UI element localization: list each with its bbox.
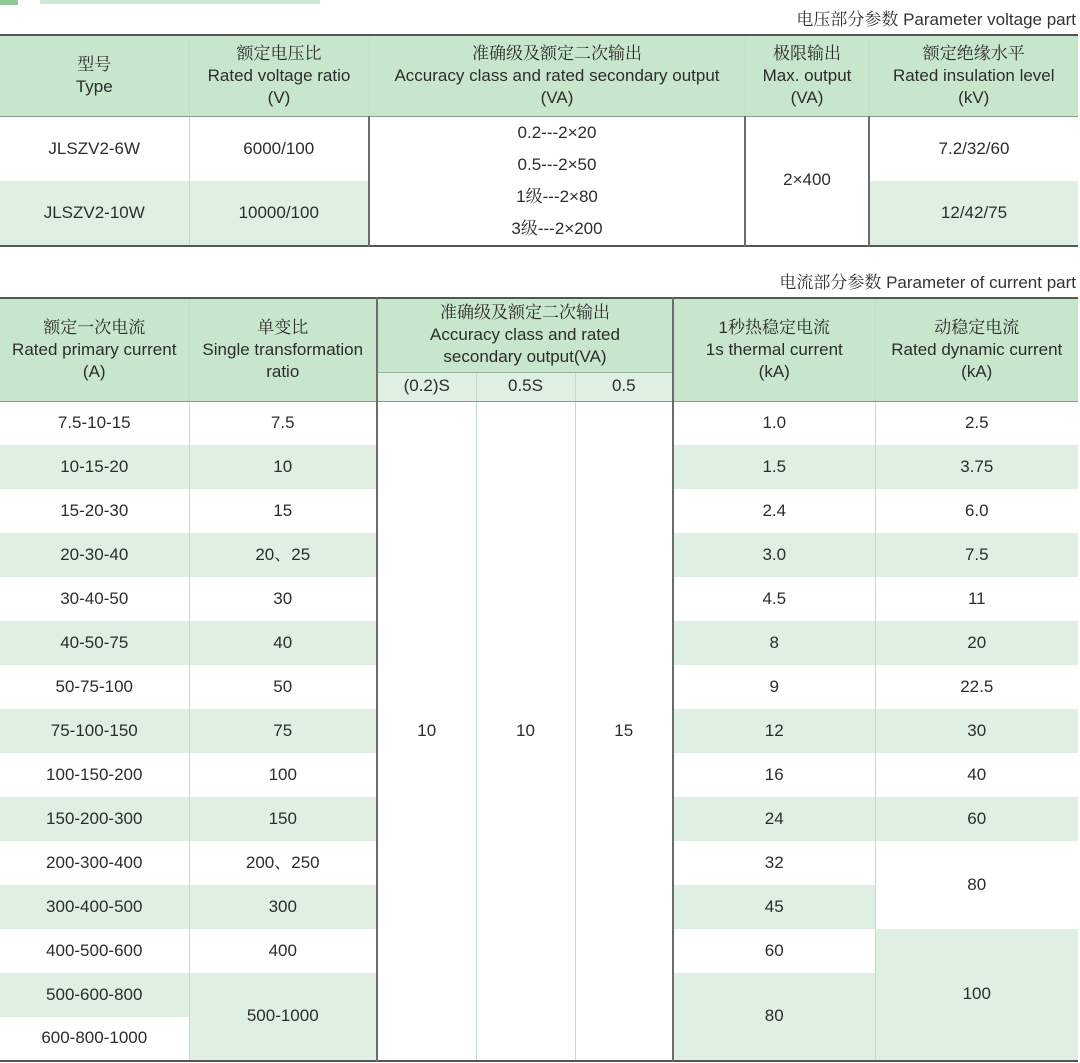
- accent-bar: [0, 0, 18, 5]
- current-row: [0, 401, 1078, 445]
- dynamic-current-cell: 11: [875, 577, 1078, 621]
- thermal-current-cell: 2.4: [673, 489, 875, 533]
- primary-current-cell: 15-20-30: [0, 489, 189, 533]
- ratio-cell: 200、250: [189, 841, 377, 885]
- accuracy-value: 3级---2×200: [511, 218, 603, 238]
- ratio-cell: 300: [189, 885, 377, 929]
- header-1s-thermal-current: 1秒热稳定电流 1s thermal current (kA): [673, 298, 875, 401]
- primary-current-cell: 75-100-150: [0, 709, 189, 753]
- primary-current-cell: 150-200-300: [0, 797, 189, 841]
- thermal-current-cell: 9: [673, 665, 875, 709]
- thermal-current-cell: 1.5: [673, 445, 875, 489]
- accuracy-0.5-value: 15: [575, 401, 673, 1061]
- dynamic-current-cell: 40: [875, 753, 1078, 797]
- accuracy-value: 0.5---2×50: [517, 154, 597, 174]
- ratio-cell: 10: [189, 445, 377, 489]
- max-output-cell: 2×400: [745, 116, 869, 246]
- primary-current-cell: 7.5-10-15: [0, 401, 189, 445]
- voltage-header-row: [0, 35, 1078, 116]
- subheader-0.5s: 0.5S: [476, 372, 575, 401]
- header-accuracy-class: 准确级及额定二次输出 Accuracy class and rated secondary output (VA): [369, 35, 745, 116]
- accuracy-0.5s-value: 10: [476, 401, 575, 1061]
- type-cell: JLSZV2-10W: [0, 181, 189, 246]
- dynamic-current-cell: 3.75: [875, 445, 1078, 489]
- voltage-row: [0, 116, 1078, 181]
- ratio-cell: 20、25: [189, 533, 377, 577]
- ratio-cell: 6000/100: [189, 116, 369, 181]
- primary-current-cell: 400-500-600: [0, 929, 189, 973]
- voltage-parameter-table: [0, 34, 1078, 247]
- top-decorative-strip: [0, 0, 330, 8]
- primary-current-cell: 30-40-50: [0, 577, 189, 621]
- ratio-cell: 150: [189, 797, 377, 841]
- faded-heading-remnant: [40, 0, 320, 4]
- primary-current-cell: 300-400-500: [0, 885, 189, 929]
- accuracy-value: 0.2---2×20: [517, 122, 597, 142]
- header-type: 型号 Type: [0, 35, 189, 116]
- primary-current-cell: 40-50-75: [0, 621, 189, 665]
- primary-current-cell: 100-150-200: [0, 753, 189, 797]
- header-rated-primary-current: 额定一次电流 Rated primary current (A): [0, 298, 189, 401]
- current-parameter-table: [0, 297, 1078, 1062]
- thermal-current-cell: 12: [673, 709, 875, 753]
- primary-current-cell: 50-75-100: [0, 665, 189, 709]
- ratio-cell: 15: [189, 489, 377, 533]
- thermal-current-cell: 1.0: [673, 401, 875, 445]
- thermal-current-cell: 32: [673, 841, 875, 885]
- primary-current-cell: 500-600-800: [0, 973, 189, 1017]
- voltage-part-title: 电压部分参数 Parameter voltage part: [796, 10, 1076, 29]
- ratio-cell: 30: [189, 577, 377, 621]
- ratio-cell: 7.5: [189, 401, 377, 445]
- dynamic-current-cell: 100: [875, 929, 1078, 1061]
- ratio-cell: 400: [189, 929, 377, 973]
- dynamic-current-cell: 60: [875, 797, 1078, 841]
- thermal-current-cell: 60: [673, 929, 875, 973]
- current-header-row: [0, 298, 1078, 372]
- header-insulation-level: 额定绝缘水平 Rated insulation level (kV): [869, 35, 1078, 116]
- subheader-0.2s: (0.2)S: [377, 372, 476, 401]
- thermal-current-cell: 4.5: [673, 577, 875, 621]
- ratio-cell: 50: [189, 665, 377, 709]
- ratio-cell: 75: [189, 709, 377, 753]
- thermal-current-cell: 3.0: [673, 533, 875, 577]
- header-rated-voltage-ratio: 额定电压比 Rated voltage ratio (V): [189, 35, 369, 116]
- ratio-cell: 40: [189, 621, 377, 665]
- thermal-current-cell: 8: [673, 621, 875, 665]
- primary-current-cell: 600-800-1000: [0, 1017, 189, 1061]
- dynamic-current-cell: 30: [875, 709, 1078, 753]
- accuracy-0.2s-value: 10: [377, 401, 476, 1061]
- ratio-cell: 100: [189, 753, 377, 797]
- primary-current-cell: 10-15-20: [0, 445, 189, 489]
- ratio-cell: 10000/100: [189, 181, 369, 246]
- dynamic-current-cell: 22.5: [875, 665, 1078, 709]
- header-accuracy-class: 准确级及额定二次输出 Accuracy class and rated secondary output(VA): [377, 298, 673, 372]
- dynamic-current-cell: 20: [875, 621, 1078, 665]
- header-rated-dynamic-current: 动稳定电流 Rated dynamic current (kA): [875, 298, 1078, 401]
- accuracy-values-cell: [369, 116, 745, 246]
- thermal-current-cell: 80: [673, 973, 875, 1061]
- dynamic-current-cell: 6.0: [875, 489, 1078, 533]
- primary-current-cell: 200-300-400: [0, 841, 189, 885]
- primary-current-cell: 20-30-40: [0, 533, 189, 577]
- dynamic-current-cell: 2.5: [875, 401, 1078, 445]
- insulation-cell: 7.2/32/60: [869, 116, 1078, 181]
- thermal-current-cell: 16: [673, 753, 875, 797]
- ratio-cell: 500-1000: [189, 973, 377, 1061]
- thermal-current-cell: 24: [673, 797, 875, 841]
- insulation-cell: 12/42/75: [869, 181, 1078, 246]
- subheader-0.5: 0.5: [575, 372, 673, 401]
- dynamic-current-cell: 7.5: [875, 533, 1078, 577]
- dynamic-current-cell: 80: [875, 841, 1078, 929]
- accuracy-value: 1级---2×80: [516, 186, 598, 206]
- header-max-output: 极限输出 Max. output (VA): [745, 35, 869, 116]
- type-cell: JLSZV2-6W: [0, 116, 189, 181]
- thermal-current-cell: 45: [673, 885, 875, 929]
- header-single-transformation-ratio: 单变比 Single transformation ratio: [189, 298, 377, 401]
- current-part-title: 电流部分参数 Parameter of current part: [779, 273, 1076, 292]
